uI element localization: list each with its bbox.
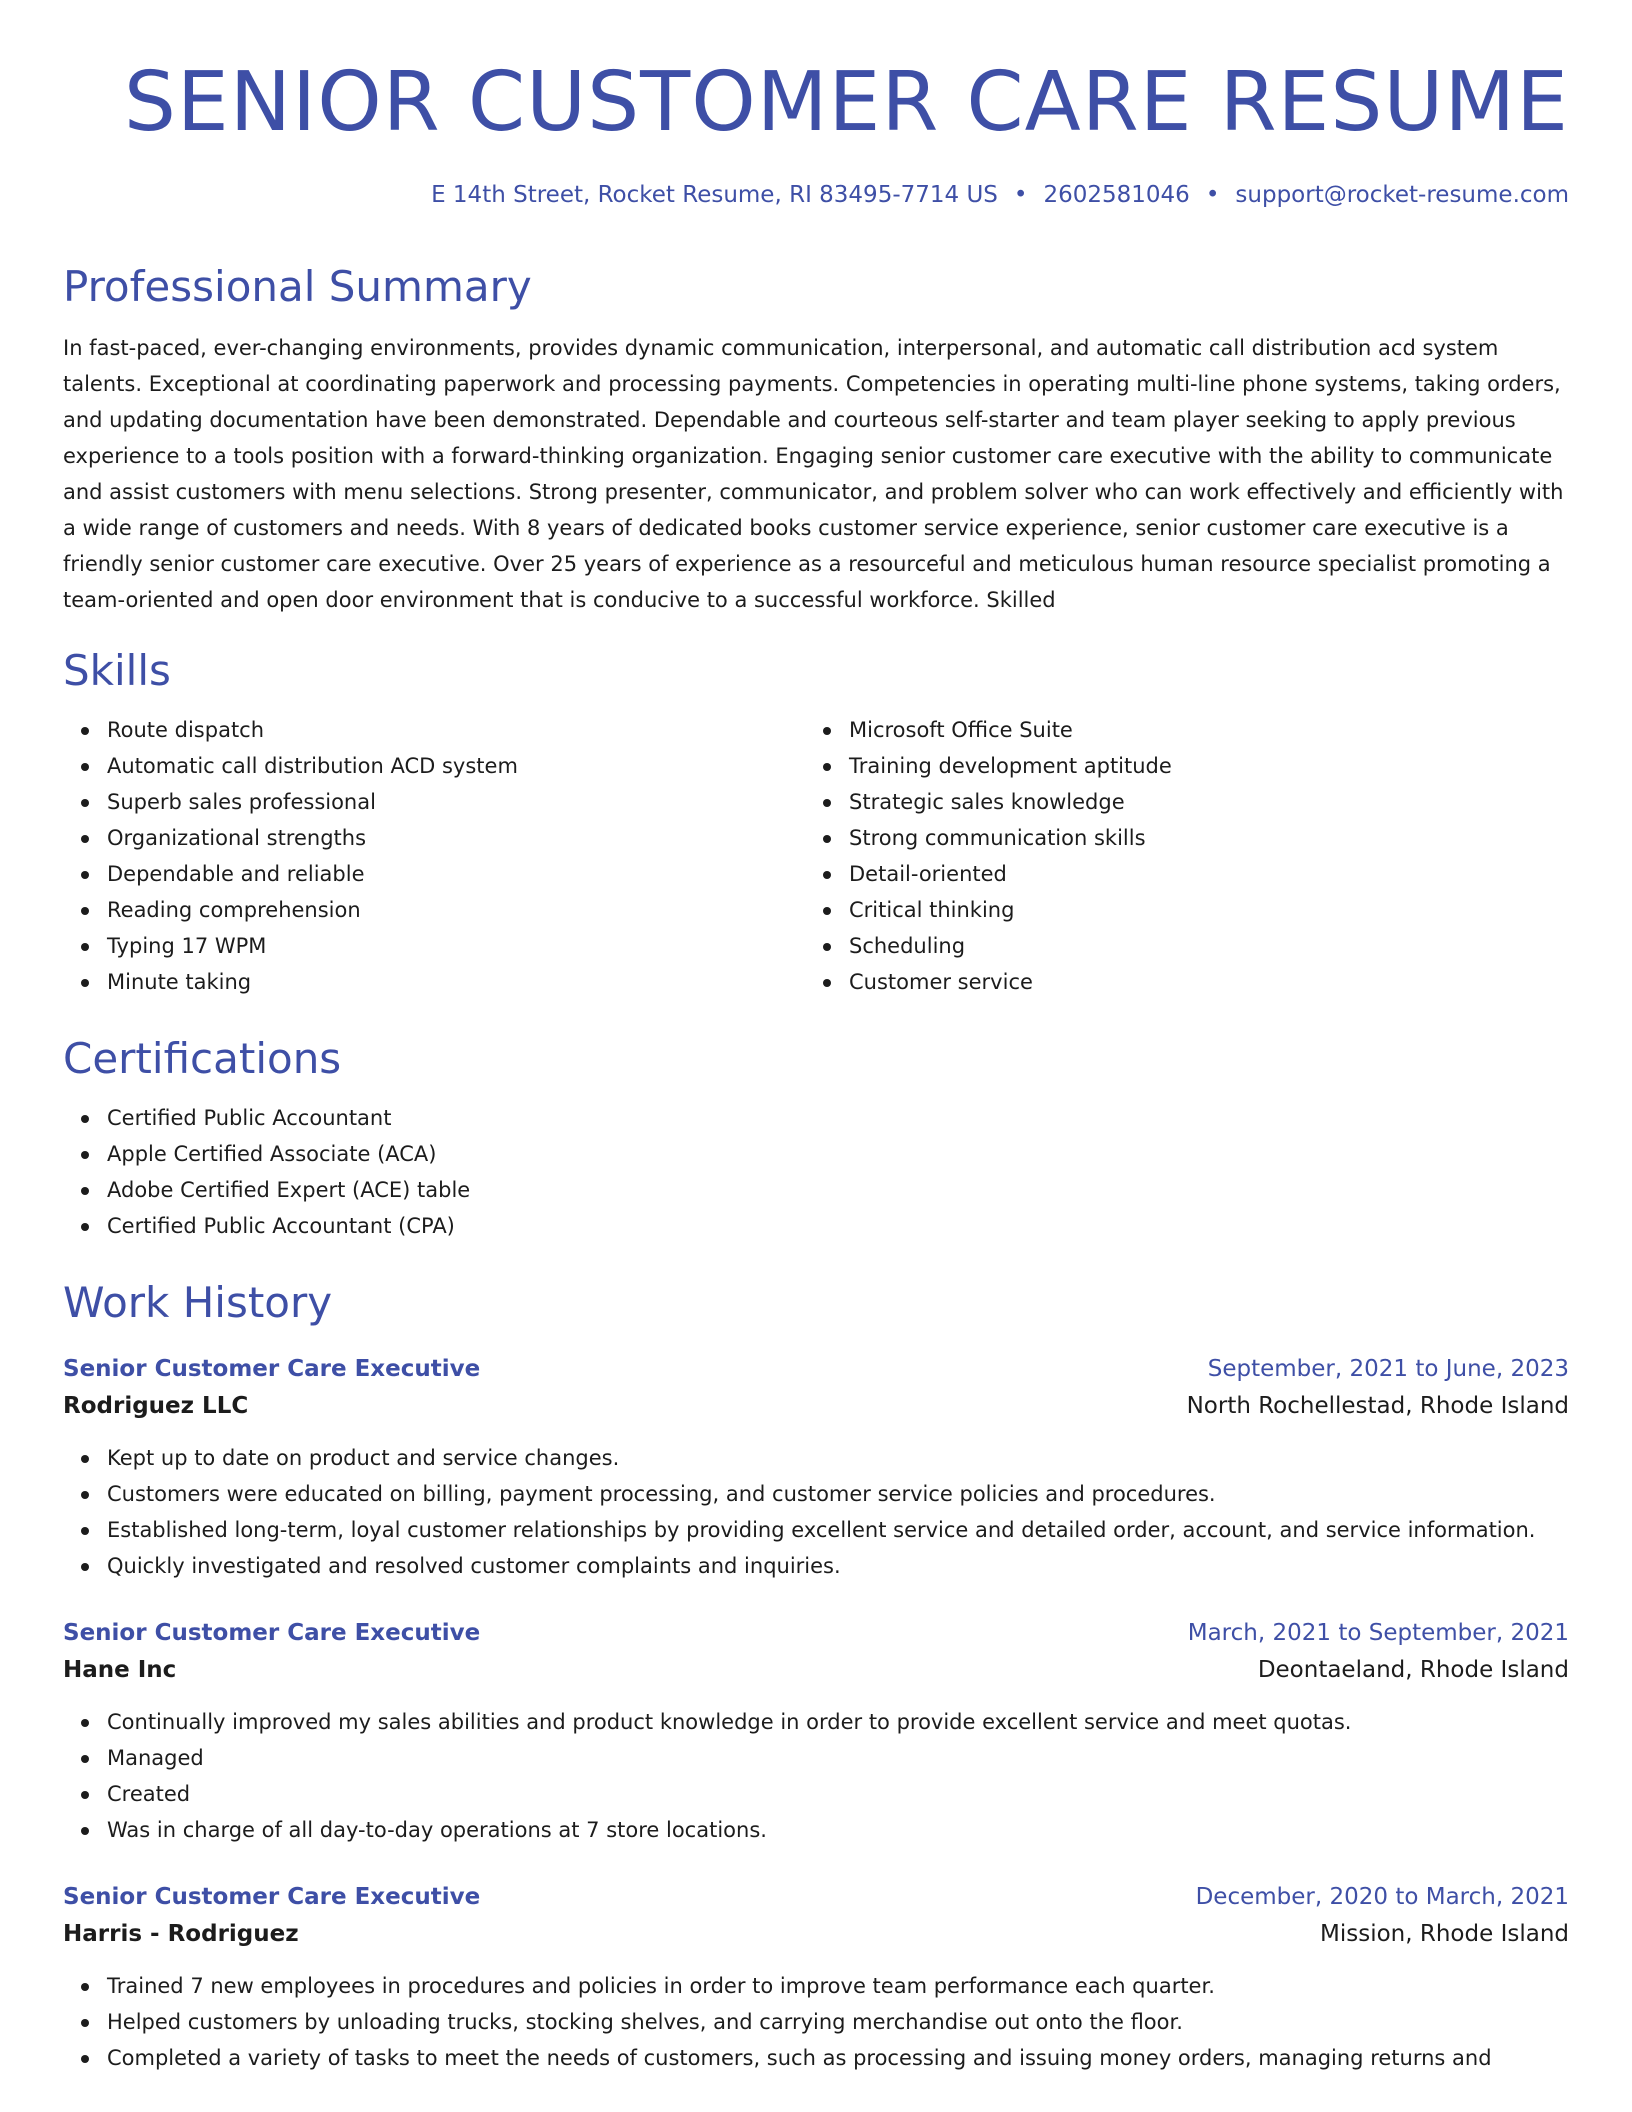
skill-item: Strong communication skills [849,820,1547,856]
job-duty: Established long-term, loyal customer relationships by providing excellent service and detailed order, account, and service information. [107,1512,1569,1548]
work-history-heading: Work History [63,1278,333,1327]
skills-list-left [63,712,805,1000]
skill-item: Detail-oriented [849,856,1547,892]
job-company: Harris - Rodriguez [63,1921,299,1947]
skill-item: Typing 17 WPM [107,928,805,964]
summary-text: In fast-paced, ever-changing environments, provides dynamic communication, interpersonal, and automatic call distribution acd system talents. Exceptional at coordinating paperwork and processing payments. Competencies in operating multi-line phone systems, taking orders, and updating documentation have been demonstrated. Dependable and courteous self-starter and team player seeking to apply previous experience to a tools position with a forward-thinking organization. Engaging senior customer care executive with the ability to communicate and assist customers with menu selections. Strong presenter, communicator, and problem solver who can work effectively and efficiently with a wide range of customers and needs. With 8 years of dedicated books customer service experience, senior customer care executive is a friendly senior customer care executive. Over 25 years of experience as a resourceful and meticulous human resource specialist promoting a team-oriented and open door environment that is conducive to a successful workforce. Skilled [63,336,1564,612]
job-entry [63,1880,1569,2076]
job-title: Senior Customer Care Executive [63,1620,481,1646]
job-duty: Created [107,1776,1569,1812]
skill-item: Automatic call distribution ACD system [107,748,805,784]
job-duties-list [63,1968,1569,2076]
job-duty: Completed a variety of tasks to meet the needs of customers, such as processing and issuing money orders, managing returns and [107,2040,1569,2076]
skill-item: Organizational strengths [107,820,805,856]
skill-item: Scheduling [849,928,1547,964]
contact-separator: • [1205,182,1220,208]
skills-grid [63,712,1569,1000]
certification-item: Certified Public Accountant (CPA) [107,1208,1569,1244]
job-company: Hane Inc [63,1657,177,1683]
job-entry [63,1352,1569,1584]
resume-title: SENIOR CUSTOMER CARE RESUME [123,55,1569,150]
job-duties-list [63,1440,1569,1584]
job-duty: Helped customers by unloading trucks, stocking shelves, and carrying merchandise out onto the floor. [107,2004,1569,2040]
skill-item: Customer service [849,964,1547,1000]
contact-line [63,180,1569,210]
certification-item: Apple Certified Associate (ACA) [107,1136,1569,1172]
skill-item: Route dispatch [107,712,805,748]
job-company: Rodriguez LLC [63,1393,249,1419]
job-dates: December, 2020 to March, 2021 [1195,1884,1569,1910]
skill-item: Strategic sales knowledge [849,784,1547,820]
contact-email: support@rocket-resume.com [1235,182,1569,208]
job-title-row [63,1352,1569,1386]
skill-item: Microsoft Office Suite [849,712,1547,748]
summary-heading: Professional Summary [63,262,532,311]
certification-item: Certified Public Accountant [107,1100,1569,1136]
job-entry [63,1616,1569,1848]
job-duty: Kept up to date on product and service changes. [107,1440,1569,1476]
job-dates: March, 2021 to September, 2021 [1187,1620,1569,1646]
certifications-list [63,1100,1569,1244]
job-duties-list [63,1704,1569,1848]
job-duty: Trained 7 new employees in procedures and policies in order to improve team performance each quarter. [107,1968,1569,2004]
job-dates: September, 2021 to June, 2023 [1207,1356,1569,1382]
contact-address: E 14th Street, Rocket Resume, RI 83495-7714 US [431,182,998,208]
job-duty: Was in charge of all day-to-day operations at 7 store locations. [107,1812,1569,1848]
job-title-row [63,1616,1569,1650]
skill-item: Critical thinking [849,892,1547,928]
job-company-row [63,1914,1569,1954]
certification-item: Adobe Certified Expert (ACE) table [107,1172,1569,1208]
job-duty: Continually improved my sales abilities and product knowledge in order to provide excellent service and meet quotas. [107,1704,1569,1740]
job-duty: Customers were educated on billing, payment processing, and customer service policies and procedures. [107,1476,1569,1512]
skill-item: Training development aptitude [849,748,1547,784]
job-company-row [63,1386,1569,1426]
skill-item: Reading comprehension [107,892,805,928]
skills-column-left [63,712,805,1000]
job-title: Senior Customer Care Executive [63,1884,481,1910]
job-location: North Rochellestad, Rhode Island [1186,1393,1569,1419]
contact-separator: • [1013,182,1028,208]
skill-item: Minute taking [107,964,805,1000]
skill-item: Superb sales professional [107,784,805,820]
skill-item: Dependable and reliable [107,856,805,892]
job-title-row [63,1880,1569,1914]
job-location: Mission, Rhode Island [1320,1921,1569,1947]
job-duty: Quickly investigated and resolved customer complaints and inquiries. [107,1548,1569,1584]
contact-phone: 2602581046 [1043,182,1190,208]
job-title: Senior Customer Care Executive [63,1356,481,1382]
job-company-row [63,1650,1569,1690]
skills-list-right [805,712,1547,1000]
job-location: Deontaeland, Rhode Island [1257,1657,1569,1683]
skills-column-right [805,712,1547,1000]
job-duty: Managed [107,1740,1569,1776]
skills-heading: Skills [63,646,171,695]
certifications-heading: Certifications [63,1034,342,1083]
